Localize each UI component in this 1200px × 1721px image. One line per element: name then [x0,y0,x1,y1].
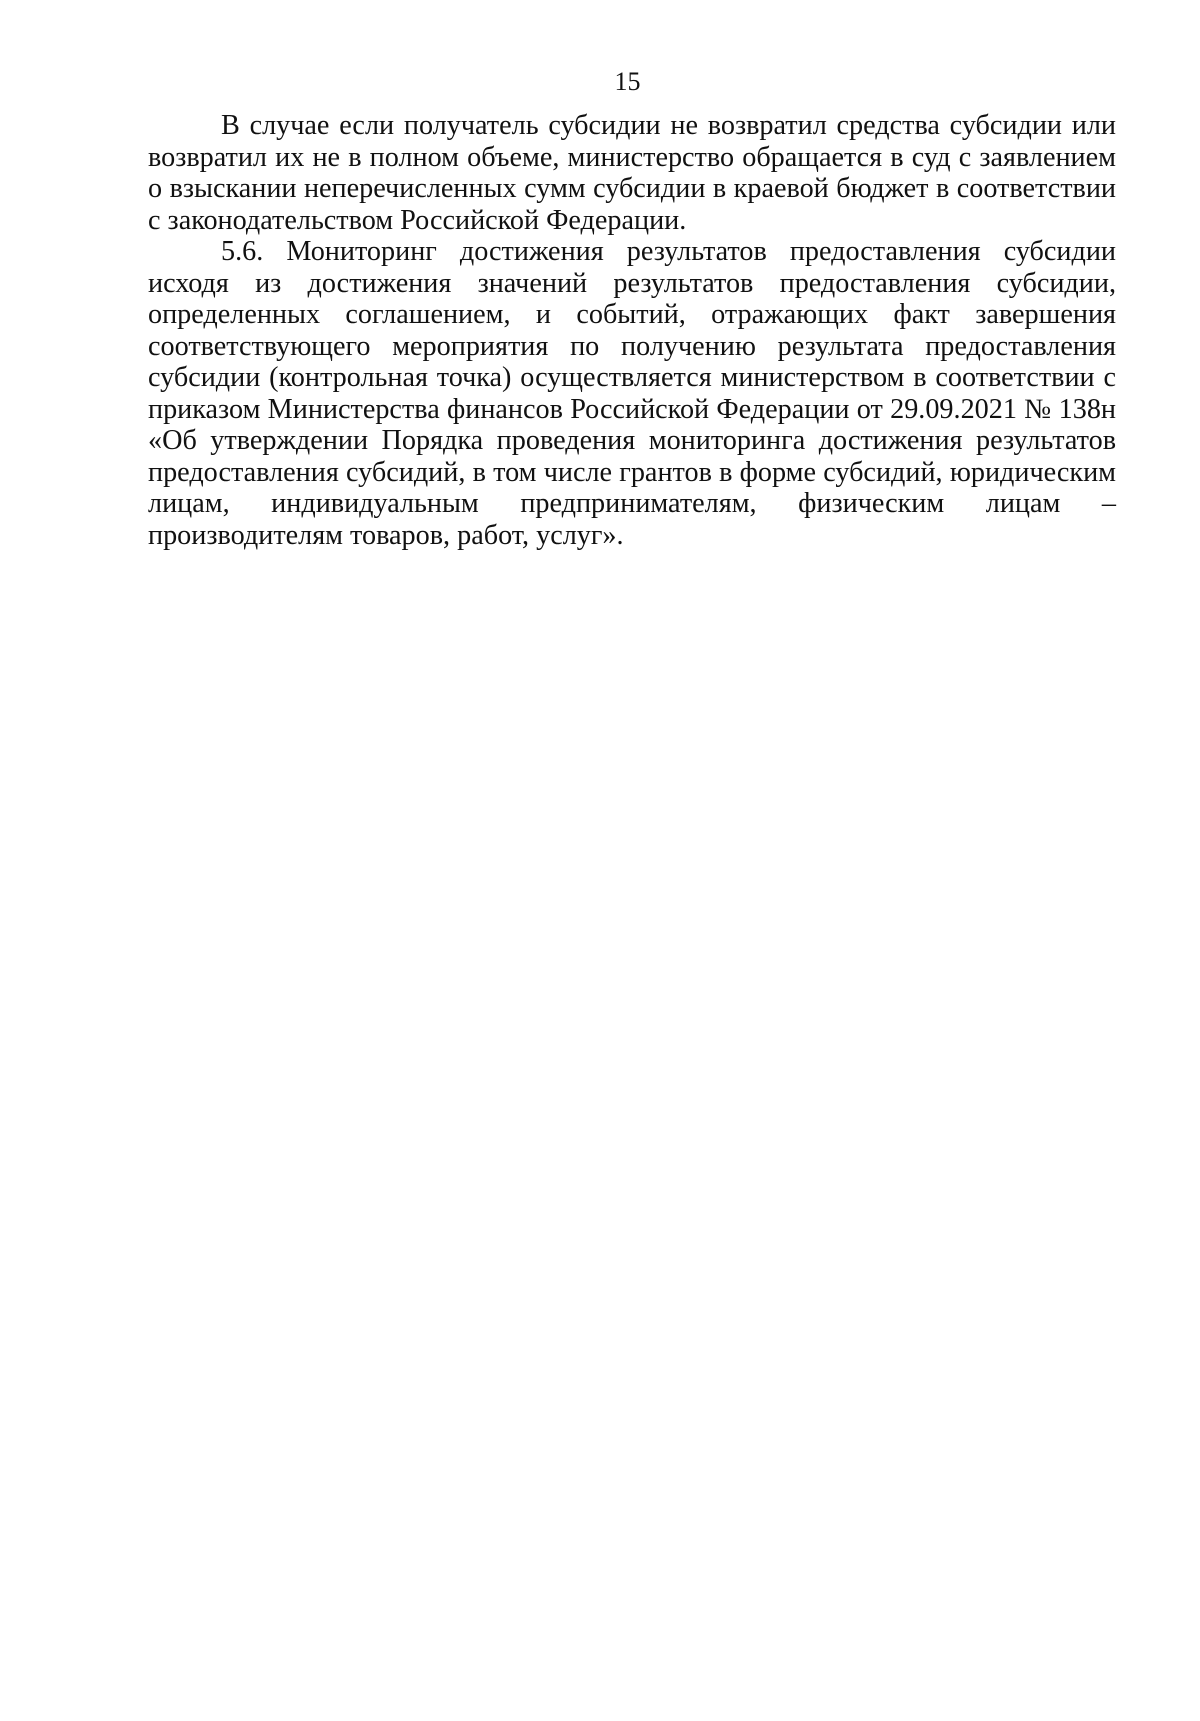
document-body [148,110,1116,551]
page-number: 15 [614,67,641,96]
paragraph-5-6-monitoring: 5.6. Мониторинг достижения результатов предоставления субсидии исходя из достижения значений результатов предоставления субсидии, определенных соглашением, и событий, отражающих факт завершения соответствующего мероприятия по получению результата предоставления субсидии (контрольная точка) осуществляется министерством в соответствии с приказом Министерства финансов Российской Федерации от 29.09.2021 № 138н «Об утверждении Порядка проведения мониторинга достижения результатов предоставления субсидий, в том числе грантов в форме субсидий, юридическим лицам, индивидуальным предпринимателям, физическим лицам – производителям товаров, работ, услуг». [148,236,1116,551]
paragraph-refund-court: В случае если получатель субсидии не возвратил средства субсидии или возвратил их не в полном объеме, министерство обращается в суд с заявлением о взыскании неперечисленных сумм субсидии в краевой бюджет в соответствии с законодательством Российской Федерации. [148,110,1116,236]
